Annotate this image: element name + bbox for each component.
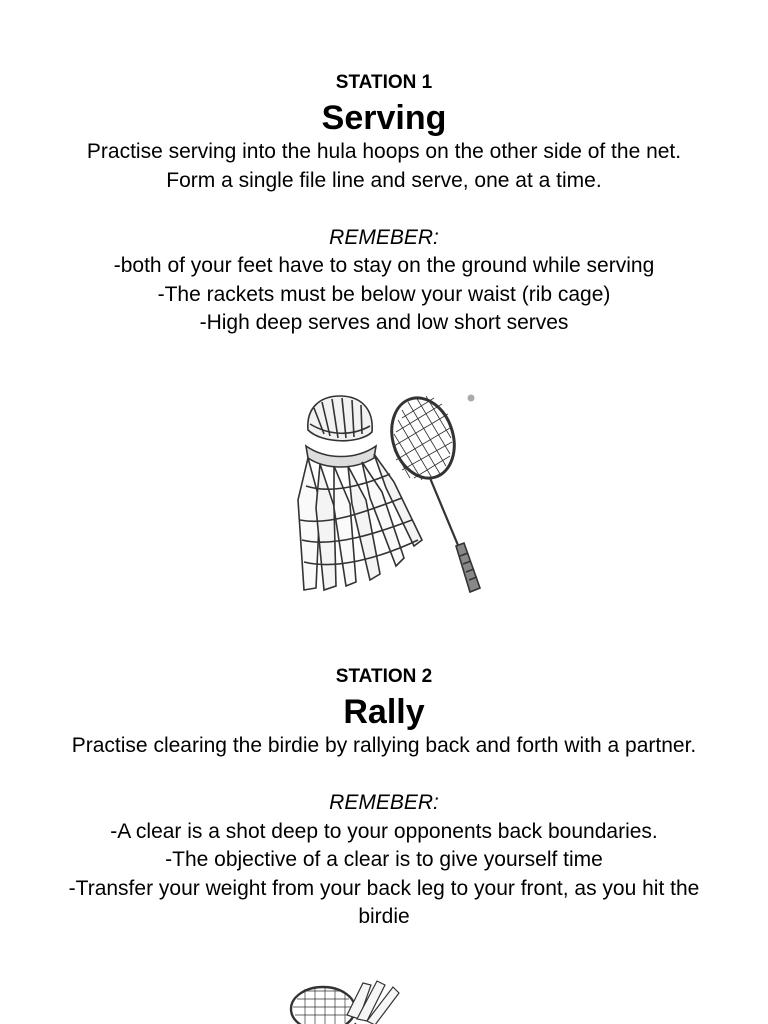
remember-heading: REMEBER:	[329, 225, 439, 249]
remember-item: -The rackets must be below your waist (rib cage)	[157, 282, 611, 306]
station-intro-2: Form a single file line and serve, one at a time.	[166, 168, 602, 192]
remember-item: -The objective of a clear is to give yourself time	[165, 848, 603, 871]
dot-mark	[468, 395, 475, 402]
station-intro-1: Practise serving into the hula hoops on the other side of the net.	[86, 140, 682, 163]
remember-item: -A clear is a shot deep to your opponents back boundaries.	[110, 819, 658, 843]
shuttlecock-racket-drawing	[290, 390, 490, 600]
station-2	[0, 664, 768, 932]
shuttlecock-icon	[347, 981, 399, 1024]
station-label: STATION 2	[335, 666, 433, 687]
badminton-illustration	[290, 390, 490, 600]
racket-icon	[291, 987, 355, 1024]
station-intro-1: Practise clearing the birdie by rallying back and forth with a partner.	[71, 734, 697, 757]
racket-shuttle-drawing	[285, 975, 415, 1024]
shuttlecock-icon	[298, 396, 422, 590]
station-1	[0, 70, 768, 338]
station-label: STATION 1	[335, 72, 433, 93]
remember-item: -Transfer your weight from your back leg to your front, as you hit the birdie	[68, 876, 700, 928]
remember-heading: REMEBER:	[329, 791, 439, 814]
station-title: Serving	[321, 99, 447, 137]
remember-item: -both of your feet have to stay on the ground while serving	[113, 254, 655, 277]
rally-illustration	[285, 975, 415, 1024]
remember-item: -High deep serves and low short serves	[199, 311, 569, 334]
station-title: Rally	[343, 693, 425, 731]
